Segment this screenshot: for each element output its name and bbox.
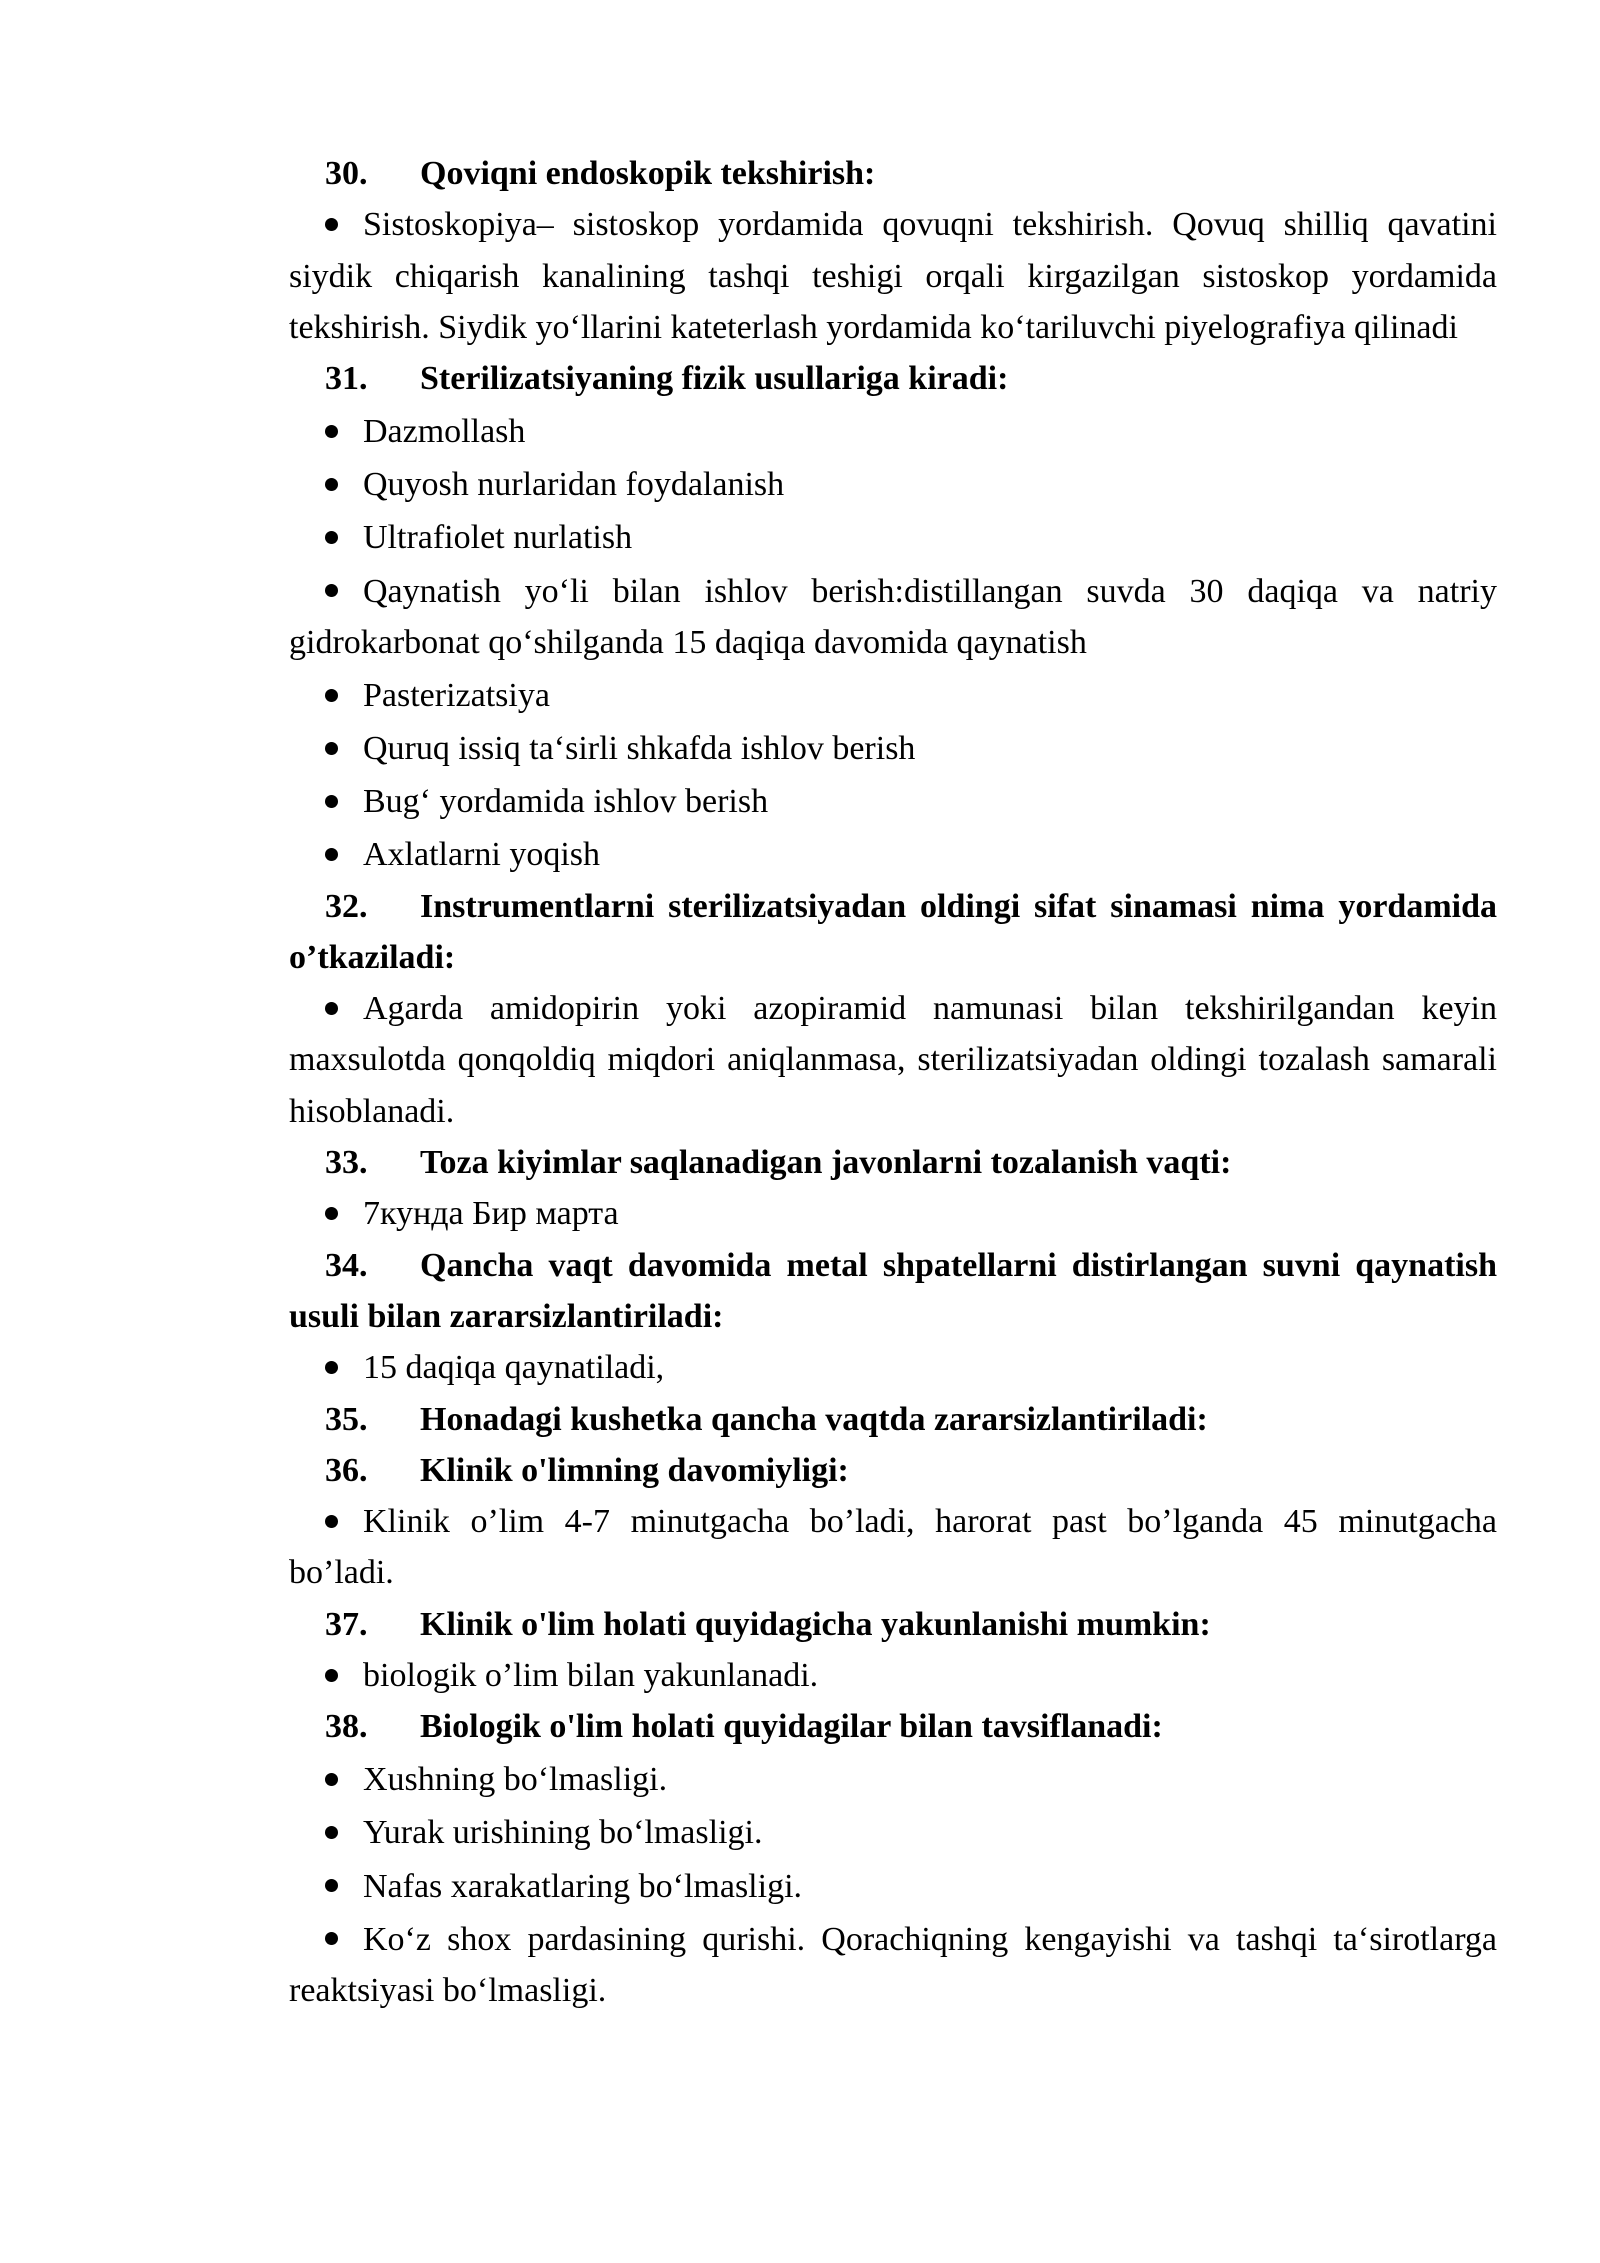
- question-heading: [289, 1137, 1497, 1188]
- document-page: [289, 148, 1497, 2016]
- bullet-icon: [325, 983, 363, 1034]
- question-heading: [289, 881, 1497, 984]
- answer-item: [289, 199, 1497, 353]
- answer-item: [289, 566, 1497, 669]
- answer-text: biologik o’lim bilan yakunlanadi.: [363, 1656, 819, 1694]
- answer-text: Bug‘ yordamida ishlov berish: [363, 783, 769, 821]
- bullet-icon: [325, 1754, 363, 1805]
- question-number: 33.: [325, 1144, 368, 1182]
- answer-item: [289, 1342, 1497, 1393]
- question-number: 37.: [325, 1605, 368, 1643]
- question-heading: [289, 353, 1497, 404]
- question-number: 31.: [325, 360, 368, 398]
- question-text: Biologik o'lim holati quyidagilar bilan tavsiflanadi:: [420, 1708, 1163, 1746]
- answer-text: Quyosh nurlaridan foydalanish: [363, 466, 785, 504]
- answer-item: [289, 1650, 1497, 1701]
- answer-item: [289, 723, 1497, 774]
- question-text: Klinik o'lim holati quyidagicha yakunlanishi mumkin:: [420, 1605, 1211, 1643]
- question-heading: [289, 1240, 1497, 1343]
- bullet-icon: [325, 776, 363, 827]
- answer-text: Agarda amidopirin yoki azopiramid namunasi bilan tekshirilgandan keyin maxsulotda qonqoldiq miqdori aniqlanmasa, sterilizatsiyadan oldingi tozalash samarali hisoblanadi.: [289, 990, 1497, 1130]
- question-number: 35.: [325, 1400, 368, 1438]
- answer-item: [289, 406, 1497, 457]
- answer-text: Quruq issiq ta‘sirli shkafda ishlov berish: [363, 730, 916, 768]
- bullet-icon: [325, 512, 363, 563]
- answer-text: Sistoskopiya– sistoskop yordamida qovuqni tekshirish. Qovuq shilliq qavatini siydik chiqarish kanalining tashqi teshigi orqali kirgazilgan sistoskop yordamida tekshirish. Siydik yo‘llarini kateterlash yordamida ko‘tariluvchi piyelografiya qilinadi: [289, 206, 1497, 346]
- question-number: 36.: [325, 1451, 368, 1489]
- answer-item: [289, 1188, 1497, 1239]
- question-text: Toza kiyimlar saqlanadigan javonlarni tozalanish vaqti:: [420, 1144, 1232, 1182]
- question-number: 32.: [325, 887, 368, 925]
- answer-item: [289, 459, 1497, 510]
- answer-text: 7кунда Бир марта: [363, 1195, 619, 1233]
- answer-text: Axlatlarni yoqish: [363, 836, 601, 874]
- answer-item: [289, 1861, 1497, 1912]
- question-number: 34.: [325, 1246, 368, 1284]
- question-number: 30.: [325, 155, 368, 192]
- answer-item: [289, 1496, 1497, 1599]
- answer-text: 15 daqiqa qaynatiladi,: [363, 1349, 665, 1387]
- answer-text: Qaynatish yo‘li bilan ishlov berish:distillangan suvda 30 daqiqa va natriy gidrokarbonat qo‘shilganda 15 daqiqa davomida qaynatish: [289, 572, 1497, 661]
- question-text: Klinik o'limning davomiyligi:: [420, 1451, 849, 1489]
- bullet-icon: [325, 1496, 363, 1547]
- answer-text: Ko‘z shox pardasining qurishi. Qorachiqning kengayishi va tashqi ta‘sirotlarga reaktsiyasi bo‘lmasligi.: [289, 1920, 1497, 2009]
- bullet-icon: [325, 566, 363, 617]
- question-heading: [289, 1394, 1497, 1445]
- question-text: Instrumentlarni sterilizatsiyadan oldingi sifat sinamasi nima yordamida o’tkaziladi:: [289, 887, 1497, 976]
- answer-item: [289, 1754, 1497, 1805]
- bullet-icon: [325, 406, 363, 457]
- question-number: 38.: [325, 1708, 368, 1746]
- bullet-icon: [325, 1342, 363, 1393]
- answer-item: [289, 829, 1497, 880]
- answer-item: [289, 670, 1497, 721]
- answer-text: Yurak urishining bo‘lmasligi.: [363, 1814, 763, 1852]
- answer-text: Xushning bo‘lmasligi.: [363, 1761, 668, 1799]
- answer-item: [289, 776, 1497, 827]
- question-heading: [289, 148, 1497, 199]
- question-heading: [289, 1445, 1497, 1496]
- question-text: Honadagi kushetka qancha vaqtda zararsizlantiriladi:: [420, 1400, 1208, 1438]
- bullet-icon: [325, 199, 363, 250]
- answer-text: Dazmollash: [363, 413, 526, 451]
- bullet-icon: [325, 1861, 363, 1912]
- bullet-icon: [325, 1807, 363, 1858]
- answer-item: [289, 512, 1497, 563]
- question-text: Qancha vaqt davomida metal shpatellarni distirlangan suvni qaynatish usuli bilan zararsizlantiriladi:: [289, 1246, 1497, 1335]
- bullet-icon: [325, 723, 363, 774]
- bullet-icon: [325, 1188, 363, 1239]
- bullet-icon: [325, 829, 363, 880]
- question-heading: [289, 1599, 1497, 1650]
- answer-text: Nafas xarakatlaring bo‘lmasligi.: [363, 1867, 803, 1905]
- bullet-icon: [325, 670, 363, 721]
- answer-text: Pasterizatsiya: [363, 676, 550, 714]
- answer-item: [289, 1914, 1497, 2017]
- answer-item: [289, 1807, 1497, 1858]
- answer-text: Ultrafiolet nurlatish: [363, 519, 633, 557]
- question-text: Sterilizatsiyaning fizik usullariga kiradi:: [420, 360, 1009, 398]
- bullet-icon: [325, 459, 363, 510]
- bullet-icon: [325, 1914, 363, 1965]
- question-text: Qoviqni endoskopik tekshirish:: [420, 155, 876, 192]
- question-heading: [289, 1701, 1497, 1752]
- answer-item: [289, 983, 1497, 1137]
- answer-text: Klinik o’lim 4-7 minutgacha bo’ladi, harorat past bo’lganda 45 minutgacha bo’ladi.: [289, 1503, 1497, 1592]
- bullet-icon: [325, 1650, 363, 1701]
